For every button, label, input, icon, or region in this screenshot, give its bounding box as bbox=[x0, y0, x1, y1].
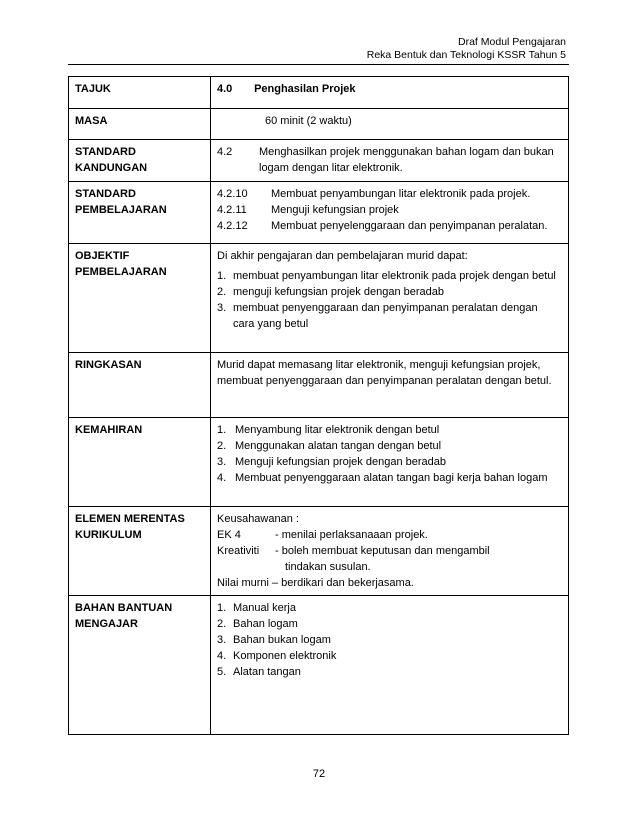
list-item bbox=[217, 422, 562, 438]
row-standard-pembelajaran bbox=[69, 182, 569, 244]
label-line: PEMBELAJARAN bbox=[75, 266, 167, 278]
list-text: Bahan bukan logam bbox=[233, 634, 331, 646]
sp-item bbox=[217, 202, 562, 218]
list-text: membuat penyenggaraan dan penyimpanan peralatan dengan cara yang betul bbox=[233, 302, 538, 330]
list-number: 2. bbox=[217, 618, 227, 630]
label-line: OBJEKTIF bbox=[75, 250, 130, 262]
label-masa: MASA bbox=[69, 109, 211, 140]
lesson-module-table bbox=[68, 76, 569, 735]
list-number: 1. bbox=[217, 602, 227, 614]
list-number: 1. bbox=[217, 424, 227, 436]
content-bahan-bantuan-mengajar bbox=[211, 596, 569, 735]
list-item bbox=[217, 454, 562, 470]
list-item bbox=[217, 268, 562, 284]
kemahiran-list bbox=[217, 422, 562, 486]
row-bahan-bantuan-mengajar bbox=[69, 596, 569, 735]
label-bahan-bantuan-mengajar bbox=[69, 596, 211, 735]
list-item bbox=[217, 470, 562, 486]
emk-heading: Keusahawanan : bbox=[217, 513, 299, 525]
row-kemahiran bbox=[69, 418, 569, 507]
sp-text: Menguji kefungsian projek bbox=[271, 204, 399, 216]
sp-code: 4.2.10 bbox=[217, 188, 248, 200]
row-masa bbox=[69, 109, 569, 140]
row-tajuk bbox=[69, 77, 569, 109]
list-text: Menguji kefungsian projek dengan beradab bbox=[235, 456, 446, 468]
bahan-list bbox=[217, 600, 562, 680]
content-standard-pembelajaran bbox=[211, 182, 569, 244]
page-header bbox=[367, 36, 566, 62]
label-elemen-merentas-kurikulum bbox=[69, 507, 211, 596]
emk-kreativiti-key: Kreativiti bbox=[217, 545, 260, 557]
label-line: KANDUNGAN bbox=[75, 162, 148, 174]
sp-text: Membuat penyelenggaraan dan penyimpanan peralatan. bbox=[271, 220, 548, 232]
list-number: 2. bbox=[217, 286, 227, 298]
sp-text: Membuat penyambungan litar elektronik pada projek. bbox=[271, 188, 531, 200]
row-standard-kandungan bbox=[69, 140, 569, 182]
sk-text-line: logam dengan litar elektronik. bbox=[259, 162, 403, 174]
sk-text bbox=[259, 144, 554, 176]
list-item bbox=[217, 600, 562, 616]
sp-item bbox=[217, 186, 562, 202]
label-line: PEMBELAJARAN bbox=[75, 204, 167, 216]
emk-kreativiti-line2: tindakan susulan. bbox=[285, 561, 371, 573]
objektif-intro: Di akhir pengajaran dan pembelajaran murid dapat: bbox=[217, 250, 468, 262]
content-tajuk bbox=[211, 77, 569, 109]
content-elemen-merentas-kurikulum bbox=[211, 507, 569, 596]
row-ringkasan bbox=[69, 353, 569, 418]
emk-ek-key: EK 4 bbox=[217, 529, 241, 541]
list-item bbox=[217, 648, 562, 664]
list-number: 3. bbox=[217, 302, 227, 314]
sk-text-line: Menghasilkan projek menggunakan bahan logam dan bukan bbox=[259, 146, 554, 158]
label-line: STANDARD bbox=[75, 146, 136, 158]
emk-nilai-murni: Nilai murni – berdikari dan bekerjasama. bbox=[217, 577, 414, 589]
header-subject-title: Reka Bentuk dan Teknologi KSSR Tahun 5 bbox=[366, 49, 566, 61]
page-number: 72 bbox=[312, 768, 326, 780]
label-line: KURIKULUM bbox=[75, 529, 142, 541]
list-item bbox=[217, 300, 562, 332]
list-number: 4. bbox=[217, 650, 227, 662]
label-kemahiran: KEMAHIRAN bbox=[69, 418, 211, 507]
list-number: 1. bbox=[217, 270, 227, 282]
list-text: Menggunakan alatan tangan dengan betul bbox=[235, 440, 442, 452]
header-divider bbox=[68, 64, 569, 65]
label-line: ELEMEN MERENTAS bbox=[75, 513, 185, 525]
emk-ek-value: - menilai perlaksanaaan projek. bbox=[275, 529, 428, 541]
emk-kreativiti-line bbox=[217, 543, 562, 575]
list-text: membuat penyambungan litar elektronik pada projek dengan betul bbox=[233, 270, 556, 282]
label-line: BAHAN BANTUAN bbox=[75, 602, 173, 614]
list-text: Menyambung litar elektronik dengan betul bbox=[235, 424, 440, 436]
objektif-list bbox=[217, 268, 562, 332]
tajuk-title: Penghasilan Projek bbox=[254, 83, 356, 95]
list-number: 5. bbox=[217, 666, 227, 678]
label-standard-kandungan bbox=[69, 140, 211, 182]
sp-item bbox=[217, 218, 562, 234]
header-module-title: Draf Modul Pengajaran bbox=[458, 36, 566, 48]
list-item bbox=[217, 632, 562, 648]
list-item bbox=[217, 284, 562, 300]
list-item bbox=[217, 616, 562, 632]
label-ringkasan: RINGKASAN bbox=[69, 353, 211, 418]
list-text: menguji kefungsian projek dengan beradab bbox=[233, 286, 444, 298]
emk-ek-line bbox=[217, 527, 562, 543]
sp-code: 4.2.11 bbox=[217, 204, 247, 216]
sk-code: 4.2 bbox=[217, 146, 233, 158]
sp-code: 4.2.12 bbox=[217, 220, 248, 232]
list-number: 4. bbox=[217, 472, 227, 484]
list-item bbox=[217, 664, 562, 680]
ringkasan-text: Murid dapat memasang litar elektronik, menguji kefungsian projek, membuat penyenggaraan dan penyimpanan peralatan dengan betul. bbox=[211, 353, 569, 418]
list-number: 2. bbox=[217, 440, 227, 452]
content-masa bbox=[211, 109, 569, 140]
content-kemahiran bbox=[211, 418, 569, 507]
label-tajuk: TAJUK bbox=[69, 77, 211, 109]
list-item bbox=[217, 438, 562, 454]
label-line: MENGAJAR bbox=[75, 618, 138, 630]
label-line: STANDARD bbox=[75, 188, 136, 200]
list-text: Komponen elektronik bbox=[233, 650, 337, 662]
content-standard-kandungan bbox=[211, 140, 569, 182]
emk-kreativiti-value bbox=[275, 543, 562, 575]
list-number: 3. bbox=[217, 634, 227, 646]
row-elemen-merentas-kurikulum bbox=[69, 507, 569, 596]
tajuk-number: 4.0 bbox=[217, 83, 233, 95]
label-objektif-pembelajaran bbox=[69, 244, 211, 353]
emk-kreativiti-line1: - boleh membuat keputusan dan mengambil bbox=[275, 545, 490, 557]
content-objektif-pembelajaran bbox=[211, 244, 569, 353]
masa-value: 60 minit (2 waktu) bbox=[265, 115, 352, 127]
list-text: Manual kerja bbox=[233, 602, 296, 614]
row-objektif-pembelajaran bbox=[69, 244, 569, 353]
label-standard-pembelajaran bbox=[69, 182, 211, 244]
list-number: 3. bbox=[217, 456, 227, 468]
list-text: Membuat penyenggaraan alatan tangan bagi kerja bahan logam bbox=[235, 472, 548, 484]
list-text: Bahan logam bbox=[233, 618, 298, 630]
list-text: Alatan tangan bbox=[233, 666, 301, 678]
